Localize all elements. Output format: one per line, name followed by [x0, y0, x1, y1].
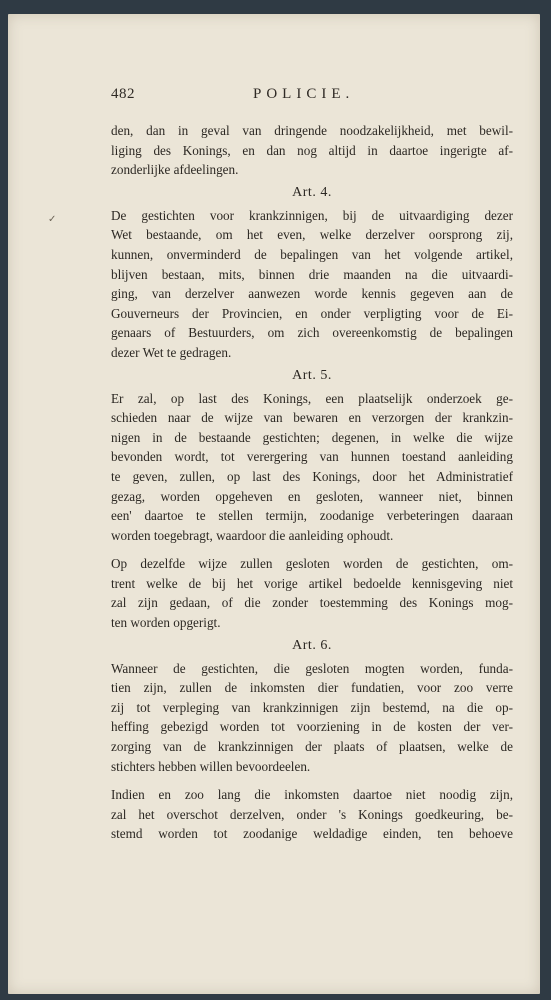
text-line: genaars of Bestuurders, om zich overeenkomstig de bepalingen — [111, 325, 513, 341]
text-line: gezag, worden opgeheven en gesloten, wanneer niet, binnen — [111, 488, 513, 504]
article-5-paragraph-1 — [111, 389, 513, 546]
article-5-paragraph-2 — [111, 554, 513, 632]
text-line: een' daartoe te stellen termijn, zoodanige verbeteringen daaraan — [111, 508, 513, 524]
text-line: bevonden wordt, tot verergering van hunnen toestand aanleiding — [111, 449, 513, 465]
text-line: Gouverneurs der Provincien, en onder verpligting voor de Ei- — [111, 305, 513, 321]
text-line: den, dan in geval van dringende noodzakelijkheid, met bewil- — [111, 123, 513, 138]
continuation-paragraph — [111, 121, 513, 180]
running-title: POLICIE. — [253, 86, 355, 102]
text-line: schieden naar de wijze van bewaren en verzorgen der krankzin- — [111, 410, 513, 426]
text-line: dezer Wet te gedragen. — [111, 344, 232, 360]
article-6-heading: Art. 6. — [292, 637, 332, 653]
article-4-heading: Art. 4. — [292, 184, 332, 200]
text-line: Indien en zoo lang die inkomsten daartoe niet noodig zijn, — [111, 787, 513, 803]
text-line: nigen in de bestaande gestichten; degenen, in welke die wijze — [111, 429, 513, 445]
text-line: tien zijn, zullen de inkomsten dier fundatien, voor zoo verre — [111, 680, 513, 696]
page-number: 482 — [111, 86, 135, 102]
text-line: blijven bestaan, mits, binnen drie maanden na die uitvaardi- — [111, 266, 513, 282]
page-header — [111, 86, 501, 108]
text-line: te geven, zullen, op last des Konings, door het Administratief — [111, 468, 513, 484]
article-6-paragraph-1 — [111, 659, 513, 777]
margin-mark-icon: ✓ — [48, 214, 57, 225]
text-line: Wet bestaande, om het even, welke derzelver oorsprong zij, — [111, 227, 513, 243]
text-line: zonderlijke afdeelingen. — [111, 162, 239, 178]
article-6-paragraph-2 — [111, 785, 513, 844]
text-line: zij tot verpleging van krankzinnigen zijn bestemd, na die op- — [111, 699, 513, 715]
text-line: De gestichten voor krankzinnigen, bij de uitvaardiging dezer — [111, 207, 513, 223]
text-line: ten worden opgerigt. — [111, 615, 221, 631]
text-line: heffing gebezigd worden tot voorziening in de kosten der ver- — [111, 719, 513, 735]
text-line: stemd worden tot zoodanige weldadige einden, ten behoeve — [111, 826, 513, 842]
text-line: stichters hebben willen bevoordeelen. — [111, 758, 311, 774]
text-line: zal het overschot derzelven, onder 's Konings goedkeuring, be- — [111, 806, 513, 822]
text-line: Er zal, op last des Konings, een plaatselijk onderzoek ge- — [111, 390, 513, 406]
text-line: ging, van derzelver aanwezen worde kennis gegeven aan de — [111, 286, 513, 302]
text-line: zal zijn gedaan, of die zonder toestemming des Konings mog- — [111, 595, 513, 611]
text-line: trent welke de bij het vorige artikel bedoelde kennisgeving niet — [111, 575, 513, 591]
text-line: Op dezelfde wijze zullen gesloten worden de gestichten, om- — [111, 556, 513, 572]
text-line: Wanneer de gestichten, die gesloten mogten worden, funda- — [111, 660, 513, 676]
text-line: kunnen, onverminderd de bepalingen van het volgende artikel, — [111, 246, 513, 262]
text-body — [111, 121, 513, 844]
article-4-paragraph — [111, 206, 513, 363]
text-line: zorging van de krankzinnigen der plaats of plaatsen, welke de — [111, 739, 513, 755]
text-line: liging des Konings, en dan nog altijd in daartoe ingerigte af- — [111, 142, 513, 158]
article-5-heading: Art. 5. — [292, 367, 332, 383]
text-line: worden toegebragt, waardoor die aanleiding ophoudt. — [111, 527, 394, 543]
